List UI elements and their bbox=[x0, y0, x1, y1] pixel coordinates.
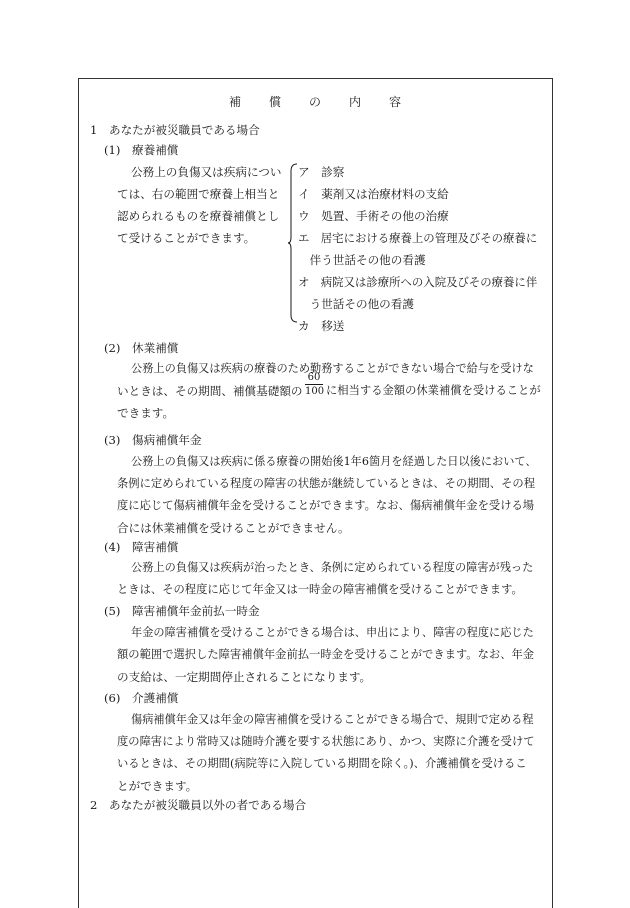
fraction bbox=[305, 372, 323, 397]
item-4-heading: (4) 障害補償 bbox=[104, 540, 179, 554]
item-2-line: いときは、その期間、補償基礎額の bbox=[117, 384, 303, 398]
item-3-heading: (3) 傷病補償年金 bbox=[104, 433, 202, 447]
item-1-text-line: て受けることができます。 bbox=[117, 231, 256, 245]
item-6-line: 傷病補償年金又は年金の障害補償を受けることができる場合で、規則で定める程 bbox=[131, 713, 534, 726]
fraction-denominator: 100 bbox=[305, 386, 325, 397]
item-3-line: 条例に定められている程度の障害の状態が継続しているときは、その期間、その程 bbox=[117, 477, 535, 490]
item-2-line: 公務上の負傷又は疾病の療養のため勤務することができない場合で給与を受けな bbox=[131, 362, 534, 375]
item-1-text-line: ては、右の範囲で療養上相当と bbox=[117, 187, 280, 201]
item-5-line: 年金の障害補償を受けることができる場合は、申出により、障害の程度に応じた bbox=[131, 626, 534, 639]
fraction-numerator: 60 bbox=[305, 372, 323, 385]
item-5-line: 額の範囲で選択した障害補償年金前払一時金を受けることができます。なお、年金 bbox=[117, 648, 535, 661]
item-3-line: 度に応じて傷病補償年金を受けることができます。なお、傷病補償年金を受ける場 bbox=[117, 499, 535, 512]
title-char: 償 bbox=[268, 95, 281, 109]
title-char: 補 bbox=[228, 95, 241, 109]
section-2-heading: 2 あなたが被災職員以外の者である場合 bbox=[90, 798, 307, 812]
item-5-heading: (5) 障害補償年金前払一時金 bbox=[104, 604, 260, 618]
item-3-line: 公務上の負傷又は疾病に係る療養の開始後1年6箇月を経過した日以後において、 bbox=[131, 455, 537, 468]
item-2-line: できます。 bbox=[117, 406, 175, 420]
item-1-list-line: エ 居宅における療養上の管理及びその療養に bbox=[298, 231, 538, 245]
item-1-list-line: イ 薬剤又は治療材料の支給 bbox=[298, 187, 449, 201]
item-2-line: に相当する金額の休業補償を受けることが bbox=[326, 384, 541, 397]
item-4-line: 公務上の負傷又は疾病が治ったとき、条例に定められている程度の障害が残った bbox=[131, 561, 534, 574]
item-4-line: ときは、その程度に応じて年金又は一時金の障害補償を受けることができます。 bbox=[117, 583, 523, 596]
item-1-list-line: 伴う世話その他の看護 bbox=[298, 253, 426, 267]
item-1-list-line: う世話その他の看護 bbox=[298, 297, 414, 311]
item-1-heading: (1) 療養補償 bbox=[104, 143, 179, 157]
title-char: 容 bbox=[389, 95, 402, 109]
title-char: 内 bbox=[349, 95, 362, 109]
item-2-heading: (2) 休業補償 bbox=[104, 341, 179, 355]
item-6-line: 度の障害により常時又は随時介護を要する状態にあり、かつ、実際に介護を受けて bbox=[117, 735, 535, 748]
item-1-list-line: ア 診察 bbox=[298, 165, 345, 179]
item-5-line: の支給は、一定期間停止されることになります。 bbox=[117, 670, 372, 684]
item-1-text-line: 公務上の負傷又は疾病につい bbox=[131, 165, 282, 179]
item-1-text-line: 認められるものを療養補償とし bbox=[117, 209, 280, 223]
title-char: の bbox=[308, 95, 321, 109]
item-6-heading: (6) 介護補償 bbox=[104, 691, 179, 705]
page-title bbox=[0, 93, 630, 110]
item-1-list-line: カ 移送 bbox=[298, 319, 345, 333]
item-6-line: いるときは、その期間(病院等に入院している期間を除く。)、介護補償を受けるこ bbox=[117, 757, 527, 770]
curly-brace bbox=[288, 163, 298, 323]
section-1-heading: 1 あなたが被災職員である場合 bbox=[90, 123, 260, 137]
item-6-line: とができます。 bbox=[117, 779, 198, 793]
item-3-line: 合には休業補償を受けることができません。 bbox=[117, 521, 350, 535]
item-1-list-line: ウ 処置、手術その他の治療 bbox=[298, 209, 449, 223]
item-1-list-line: オ 病院又は診療所への入院及びその療養に伴 bbox=[298, 275, 538, 289]
